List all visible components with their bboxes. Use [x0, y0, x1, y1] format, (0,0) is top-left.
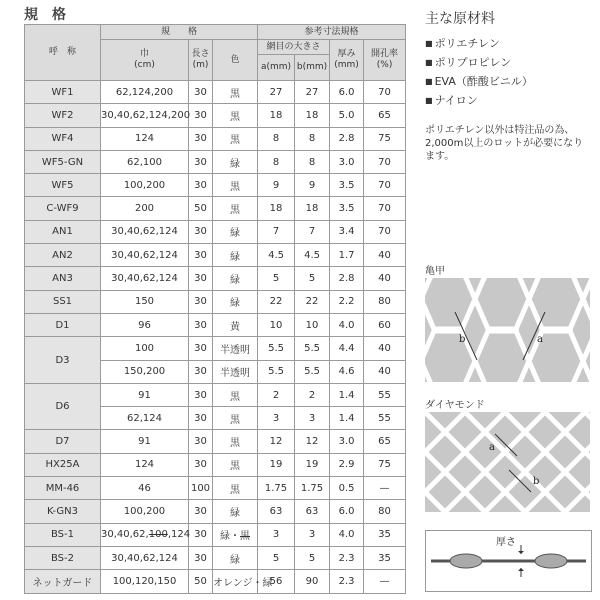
row-open-ratio: 40: [364, 267, 406, 290]
row-thickness: 4.0: [330, 523, 364, 546]
row-open-ratio: 65: [364, 104, 406, 127]
row-mesh-a: 4.5: [258, 244, 295, 267]
diamond-diagram-label: ダイヤモンド: [425, 400, 485, 411]
row-thickness: 2.3: [330, 546, 364, 569]
row-thickness: 2.2: [330, 290, 364, 313]
materials-title: 主な原材料: [425, 11, 495, 27]
spec-row: [25, 570, 406, 593]
row-thickness: 4.0: [330, 313, 364, 336]
struck-width: 100: [148, 529, 168, 541]
row-color: 黒: [213, 453, 258, 476]
row-width-part: 30,40,62,: [101, 529, 149, 541]
row-width: 100,200: [101, 174, 189, 197]
row-thickness: 1.7: [330, 244, 364, 267]
row-color: 黒: [213, 174, 258, 197]
spec-row: [25, 267, 406, 290]
row-length: 30: [189, 453, 213, 476]
row-width: 62,124: [101, 407, 189, 430]
material-item: ■ ポリプロピレン: [425, 53, 595, 72]
row-mesh-b: 90: [295, 570, 330, 593]
row-color: オレンジ・緑: [213, 570, 258, 593]
row-width: 150: [101, 290, 189, 313]
row-thickness: 4.6: [330, 360, 364, 383]
row-mesh-a: 12: [258, 430, 295, 453]
row-open-ratio: 60: [364, 313, 406, 336]
row-width: 200: [101, 197, 189, 220]
row-mesh-a: 19: [258, 453, 295, 476]
row-name: WF4: [25, 127, 101, 150]
row-open-ratio: 80: [364, 290, 406, 313]
row-mesh-a: 27: [258, 81, 295, 104]
row-open-ratio: 75: [364, 127, 406, 150]
struck-color: 黒: [240, 531, 251, 543]
row-open-ratio: 65: [364, 430, 406, 453]
row-open-ratio: 80: [364, 500, 406, 523]
row-thickness: 2.3: [330, 570, 364, 593]
row-open-ratio: 40: [364, 360, 406, 383]
row-mesh-a: 63: [258, 500, 295, 523]
row-length: 30: [189, 360, 213, 383]
row-width: 150,200: [101, 360, 189, 383]
row-name: ネットガード: [25, 570, 101, 593]
row-name: K-GN3: [25, 500, 101, 523]
row-color: [213, 523, 258, 546]
row-open-ratio: 70: [364, 81, 406, 104]
row-open-ratio: —: [364, 477, 406, 500]
row-thickness: 3.0: [330, 150, 364, 173]
row-mesh-b: 5.5: [295, 337, 330, 360]
spec-row: [25, 290, 406, 313]
row-color: 緑: [213, 546, 258, 569]
row-mesh-b: 5: [295, 546, 330, 569]
row-length: 30: [189, 81, 213, 104]
row-mesh-a: 7: [258, 220, 295, 243]
row-thickness: 2.8: [330, 127, 364, 150]
row-name: BS-1: [25, 523, 101, 546]
row-color: 黄: [213, 313, 258, 336]
spec-row: [25, 313, 406, 336]
header-mesh-b: b(mm): [295, 55, 330, 81]
spec-row: [25, 220, 406, 243]
row-open-ratio: 40: [364, 244, 406, 267]
row-thickness: 0.5: [330, 477, 364, 500]
row-mesh-b: 12: [295, 430, 330, 453]
row-open-ratio: 75: [364, 453, 406, 476]
row-width: 30,40,62,124: [101, 220, 189, 243]
spec-row: [25, 174, 406, 197]
row-length: 30: [189, 500, 213, 523]
row-mesh-a: 9: [258, 174, 295, 197]
row-mesh-b: 1.75: [295, 477, 330, 500]
row-width: 62,124,200: [101, 81, 189, 104]
hex-mesh-graphic: [425, 278, 590, 382]
row-length: 30: [189, 313, 213, 336]
spec-row: [25, 453, 406, 476]
header-width: 巾 (cm): [101, 40, 189, 81]
header-color: 色: [213, 40, 258, 81]
row-open-ratio: 35: [364, 523, 406, 546]
row-open-ratio: 70: [364, 174, 406, 197]
header-name: 呼 称: [25, 25, 101, 81]
header-thickness: 厚み (mm): [330, 40, 364, 81]
row-width: 100: [101, 337, 189, 360]
row-mesh-a: 8: [258, 150, 295, 173]
row-open-ratio: —: [364, 570, 406, 593]
header-mesh: 網目の大きさ: [258, 40, 330, 55]
diamond-label-b: b: [533, 476, 540, 487]
row-open-ratio: 70: [364, 197, 406, 220]
row-width: 91: [101, 430, 189, 453]
row-name: C-WF9: [25, 197, 101, 220]
diamond-label-a: a: [489, 442, 495, 453]
row-name: D3: [25, 337, 101, 384]
row-color: 黒: [213, 81, 258, 104]
row-width-part: ,124: [167, 529, 191, 541]
row-thickness: 2.9: [330, 453, 364, 476]
row-color: 黒: [213, 383, 258, 406]
spec-row: [25, 150, 406, 173]
thickness-diagram: [425, 530, 592, 592]
row-thickness: 6.0: [330, 500, 364, 523]
spec-row: [25, 383, 406, 406]
row-name: BS-2: [25, 546, 101, 569]
row-mesh-b: 3: [295, 523, 330, 546]
spec-row: [25, 523, 406, 546]
spec-row: [25, 197, 406, 220]
row-thickness: 3.4: [330, 220, 364, 243]
row-color: 緑: [213, 150, 258, 173]
row-mesh-a: 56: [258, 570, 295, 593]
header-ref-group: 参考寸法規格: [258, 25, 406, 40]
row-name: SS1: [25, 290, 101, 313]
row-color: 黒: [213, 477, 258, 500]
row-length: 30: [189, 290, 213, 313]
row-length: 30: [189, 523, 213, 546]
row-mesh-b: 19: [295, 453, 330, 476]
diamond-diagram: [425, 412, 590, 512]
row-length: 100: [189, 477, 213, 500]
row-length: 30: [189, 150, 213, 173]
row-mesh-b: 8: [295, 127, 330, 150]
row-mesh-b: 27: [295, 81, 330, 104]
row-mesh-a: 5: [258, 267, 295, 290]
row-width: 30,40,62,124: [101, 267, 189, 290]
row-mesh-b: 18: [295, 104, 330, 127]
spec-row: [25, 127, 406, 150]
row-color: 緑: [213, 267, 258, 290]
spec-row: [25, 244, 406, 267]
row-color: 緑: [213, 500, 258, 523]
row-width: 62,100: [101, 150, 189, 173]
row-length: 50: [189, 197, 213, 220]
material-item: ■ EVA（酢酸ビニル）: [425, 72, 595, 91]
row-thickness: 2.8: [330, 267, 364, 290]
row-width: 124: [101, 127, 189, 150]
row-color: 緑: [213, 244, 258, 267]
thickness-graphic: [426, 531, 591, 591]
spec-body: [25, 81, 406, 594]
row-mesh-b: 4.5: [295, 244, 330, 267]
row-name: D1: [25, 313, 101, 336]
row-width: [101, 523, 189, 546]
row-length: 30: [189, 267, 213, 290]
spec-row: [25, 430, 406, 453]
row-name: D7: [25, 430, 101, 453]
row-width: 124: [101, 453, 189, 476]
thickness-label: 厚さ: [496, 537, 516, 548]
row-name: WF2: [25, 104, 101, 127]
section-title: 規 格: [24, 7, 66, 23]
row-mesh-b: 5.5: [295, 360, 330, 383]
spec-row: [25, 477, 406, 500]
hex-label-a: a: [537, 334, 543, 345]
header-mesh-a: a(mm): [258, 55, 295, 81]
row-width: 91: [101, 383, 189, 406]
row-thickness: 5.0: [330, 104, 364, 127]
row-thickness: 1.4: [330, 383, 364, 406]
header-open-ratio: 開孔率 (%): [364, 40, 406, 81]
row-length: 30: [189, 407, 213, 430]
row-mesh-b: 22: [295, 290, 330, 313]
material-item: ■ ナイロン: [425, 91, 595, 110]
header-spec-group: 規 格: [101, 25, 258, 40]
row-open-ratio: 55: [364, 383, 406, 406]
row-name: WF1: [25, 81, 101, 104]
row-width: 30,40,62,124,200: [101, 104, 189, 127]
row-length: 30: [189, 546, 213, 569]
hex-diagram: [425, 278, 590, 382]
row-name: AN3: [25, 267, 101, 290]
row-color: 緑: [213, 220, 258, 243]
row-width: 30,40,62,124: [101, 546, 189, 569]
row-length: 30: [189, 430, 213, 453]
row-mesh-b: 9: [295, 174, 330, 197]
row-mesh-a: 5.5: [258, 337, 295, 360]
row-thickness: 6.0: [330, 81, 364, 104]
row-mesh-a: 3: [258, 523, 295, 546]
row-length: 50: [189, 570, 213, 593]
row-width: 96: [101, 313, 189, 336]
row-color: 緑: [213, 290, 258, 313]
row-color: 半透明: [213, 360, 258, 383]
row-color: 黒: [213, 127, 258, 150]
row-length: 30: [189, 220, 213, 243]
row-mesh-b: 18: [295, 197, 330, 220]
row-width: 100,200: [101, 500, 189, 523]
row-mesh-b: 10: [295, 313, 330, 336]
row-name: AN1: [25, 220, 101, 243]
row-name: WF5-GN: [25, 150, 101, 173]
row-name: AN2: [25, 244, 101, 267]
row-mesh-a: 3: [258, 407, 295, 430]
row-mesh-b: 2: [295, 383, 330, 406]
header-length: 長さ (m): [189, 40, 213, 81]
spec-row: [25, 500, 406, 523]
row-open-ratio: 35: [364, 546, 406, 569]
row-thickness: 3.5: [330, 174, 364, 197]
row-open-ratio: 55: [364, 407, 406, 430]
spec-row: [25, 546, 406, 569]
spec-table: [24, 24, 406, 594]
row-mesh-b: 63: [295, 500, 330, 523]
row-open-ratio: 70: [364, 150, 406, 173]
row-thickness: 4.4: [330, 337, 364, 360]
row-mesh-a: 2: [258, 383, 295, 406]
materials-list: [425, 34, 595, 110]
row-mesh-b: 3: [295, 407, 330, 430]
row-thickness: 1.4: [330, 407, 364, 430]
materials-note: ポリエチレン以外は特注品の為、2,000m以上のロットが必要になります。: [425, 125, 584, 162]
row-mesh-a: 5.5: [258, 360, 295, 383]
row-mesh-a: 18: [258, 197, 295, 220]
row-width: 30,40,62,124: [101, 244, 189, 267]
row-mesh-b: 7: [295, 220, 330, 243]
row-width: 46: [101, 477, 189, 500]
row-color: 黒: [213, 197, 258, 220]
row-name: WF5: [25, 174, 101, 197]
row-name: MM-46: [25, 477, 101, 500]
row-mesh-a: 5: [258, 546, 295, 569]
row-color-part: 緑・: [220, 531, 241, 543]
row-length: 30: [189, 244, 213, 267]
row-mesh-a: 1.75: [258, 477, 295, 500]
row-width: 100,120,150: [101, 570, 189, 593]
row-open-ratio: 70: [364, 220, 406, 243]
row-color: 黒: [213, 407, 258, 430]
row-mesh-b: 5: [295, 267, 330, 290]
row-name: HX25A: [25, 453, 101, 476]
row-open-ratio: 40: [364, 337, 406, 360]
hex-diagram-label: 亀甲: [425, 266, 445, 277]
row-mesh-a: 22: [258, 290, 295, 313]
row-length: 30: [189, 127, 213, 150]
spec-row: [25, 337, 406, 360]
row-mesh-a: 10: [258, 313, 295, 336]
row-length: 30: [189, 383, 213, 406]
spec-row: [25, 104, 406, 127]
row-color: 半透明: [213, 337, 258, 360]
row-mesh-a: 18: [258, 104, 295, 127]
row-length: 30: [189, 104, 213, 127]
row-color: 黒: [213, 104, 258, 127]
diamond-mesh-graphic: [425, 412, 590, 512]
row-mesh-b: 8: [295, 150, 330, 173]
material-item: ■ ポリエチレン: [425, 34, 595, 53]
row-thickness: 3.5: [330, 197, 364, 220]
spec-row: [25, 81, 406, 104]
row-mesh-a: 8: [258, 127, 295, 150]
row-thickness: 3.0: [330, 430, 364, 453]
row-name: D6: [25, 383, 101, 430]
row-length: 30: [189, 337, 213, 360]
row-length: 30: [189, 174, 213, 197]
hex-label-b: b: [459, 334, 466, 345]
row-color: 黒: [213, 430, 258, 453]
